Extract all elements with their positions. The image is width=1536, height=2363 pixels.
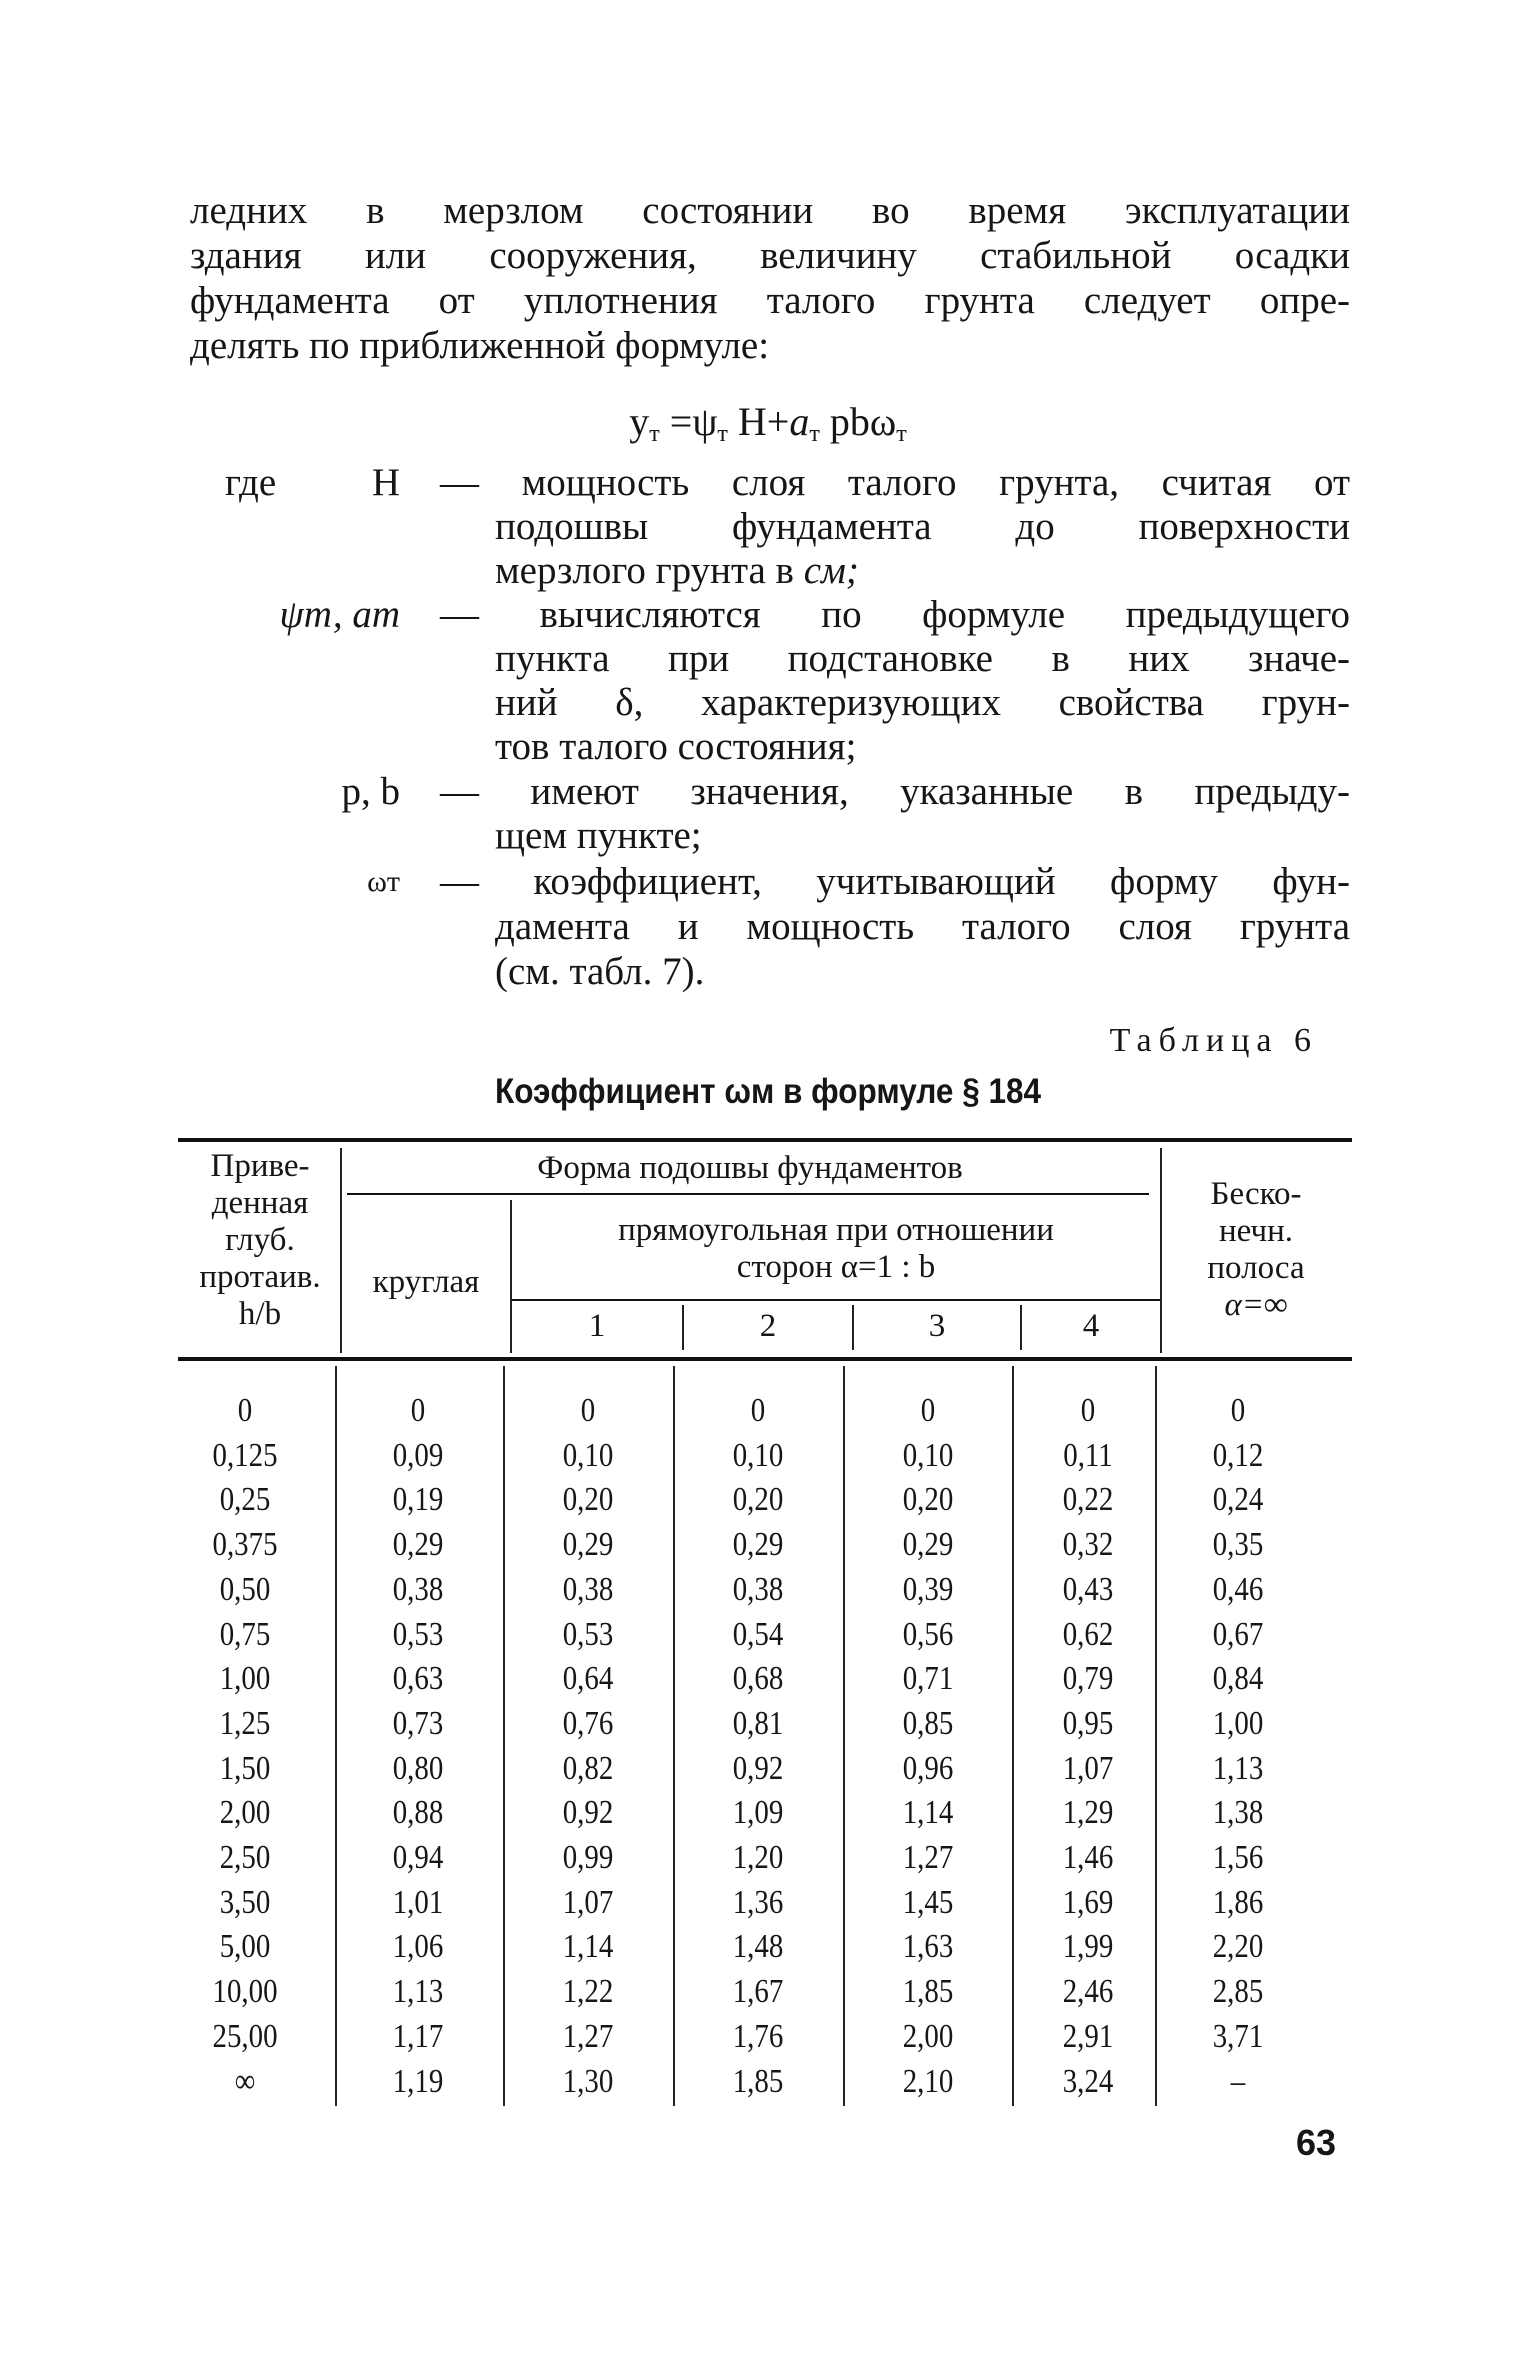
coefficient-cell: 0,19 bbox=[392, 1481, 444, 1519]
definition-term: ψт, aт bbox=[279, 593, 400, 636]
coefficient-cell: 0,92 bbox=[562, 1794, 614, 1832]
coefficient-cell: 0,62 bbox=[1062, 1615, 1114, 1653]
coefficient-cell: 1,86 bbox=[1212, 1883, 1264, 1921]
definition-line: щем пункте; bbox=[495, 814, 702, 857]
paragraph-line: фундамента от уплотнения талого грунта следует опре- bbox=[190, 279, 1350, 322]
formula-part: pbω bbox=[819, 399, 897, 444]
coefficient-cell: 0,20 bbox=[562, 1481, 614, 1519]
coefficient-cell: 0,53 bbox=[562, 1615, 614, 1653]
formula-part: a bbox=[789, 399, 810, 444]
coefficient-cell: 0 bbox=[1230, 1392, 1246, 1429]
paragraph-line: ледних в мерзлом состоянии во время эксплуатации bbox=[190, 189, 1350, 232]
coefficient-cell: 3,71 bbox=[1212, 2017, 1264, 2055]
formula-part: =ψ bbox=[659, 399, 718, 444]
coefficient-cell: 0,11 bbox=[1063, 1436, 1113, 1474]
coefficient-cell: 0,09 bbox=[392, 1436, 444, 1474]
coefficient-cell: 1,36 bbox=[732, 1883, 784, 1921]
formula-subscript: т bbox=[649, 421, 660, 447]
coefficient-cell: 1,17 bbox=[392, 2017, 444, 2055]
coefficient-cell: – bbox=[1230, 2062, 1246, 2100]
coefficient-cell: 1,13 bbox=[392, 1973, 444, 2011]
header-divider bbox=[510, 1299, 1160, 1301]
header-text: Беско- bbox=[1210, 1176, 1302, 1212]
coefficient-cell: 0 bbox=[750, 1392, 766, 1429]
coefficient-cell: 1,09 bbox=[732, 1794, 784, 1832]
coefficient-cell: 2,85 bbox=[1212, 1973, 1264, 2011]
depth-cell: 0,25 bbox=[219, 1481, 271, 1519]
coefficient-cell: 0,79 bbox=[1062, 1660, 1114, 1698]
coefficient-cell: 2,91 bbox=[1062, 2017, 1114, 2055]
header-shape-group: Форма подошвы фундаментов bbox=[537, 1150, 963, 1186]
coefficient-cell: 0,53 bbox=[392, 1615, 444, 1653]
header-text: α=∞ bbox=[1224, 1287, 1288, 1323]
depth-cell: 2,00 bbox=[219, 1794, 271, 1832]
settlement-formula bbox=[0, 398, 1536, 448]
header-ratio-3: 3 bbox=[928, 1308, 946, 1344]
coefficient-cell: 1,45 bbox=[902, 1883, 954, 1921]
coefficient-cell: 0,43 bbox=[1062, 1570, 1114, 1608]
coefficient-cell: 0,22 bbox=[1062, 1481, 1114, 1519]
coefficient-cell: 1,29 bbox=[1062, 1794, 1114, 1832]
definition-line: — коэффициент, учитывающий форму фун- bbox=[440, 860, 1350, 903]
coefficient-cell: 2,20 bbox=[1212, 1928, 1264, 1966]
formula-part: y bbox=[629, 399, 650, 444]
coefficient-cell: 0,92 bbox=[732, 1749, 784, 1787]
coefficient-cell: 1,69 bbox=[1062, 1883, 1114, 1921]
coefficient-cell: 0 bbox=[920, 1392, 936, 1429]
coefficient-cell: 2,46 bbox=[1062, 1973, 1114, 2011]
depth-cell: 1,00 bbox=[219, 1660, 271, 1698]
definition-line: — имеют значения, указанные в предыду- bbox=[440, 770, 1350, 813]
coefficient-cell: 2,10 bbox=[902, 2062, 954, 2100]
table-title: Коэффициент ωм в формуле § 184 bbox=[494, 1072, 1042, 1111]
header-rectangular bbox=[512, 1212, 1160, 1286]
coefficient-cell: 0 bbox=[410, 1392, 426, 1429]
coefficient-cell: 0,81 bbox=[732, 1704, 784, 1742]
header-strip bbox=[1162, 1176, 1350, 1324]
coefficient-cell: 0 bbox=[580, 1392, 596, 1429]
coefficient-cell: 0,68 bbox=[732, 1660, 784, 1698]
column-divider bbox=[673, 1366, 675, 2106]
coefficient-cell: 1,46 bbox=[1062, 1839, 1114, 1876]
coefficient-cell: 1,01 bbox=[392, 1883, 444, 1921]
definition-line: пункта при подстановке в них значе- bbox=[495, 637, 1350, 680]
header-depth bbox=[180, 1148, 340, 1333]
depth-cell: 1,25 bbox=[219, 1704, 271, 1742]
coefficient-cell: 0,35 bbox=[1212, 1526, 1264, 1564]
coefficient-cell: 1,67 bbox=[732, 1973, 784, 2011]
coefficient-cell: 0,88 bbox=[392, 1794, 444, 1832]
header-text: Приве- bbox=[210, 1148, 310, 1184]
coefficient-cell: 2,00 bbox=[902, 2017, 954, 2055]
header-ratio-2: 2 bbox=[759, 1308, 777, 1344]
definition-line: подошвы фундамента до поверхности bbox=[495, 505, 1350, 548]
depth-cell: 0,50 bbox=[219, 1570, 271, 1608]
coefficient-cell: 1,07 bbox=[1062, 1749, 1114, 1787]
coefficient-cell: 0,32 bbox=[1062, 1526, 1114, 1564]
coefficient-cell: 1,56 bbox=[1212, 1839, 1264, 1876]
coefficient-cell: 0,94 bbox=[392, 1839, 444, 1876]
coefficient-cell: 1,14 bbox=[562, 1928, 614, 1966]
definition-line bbox=[495, 549, 1350, 593]
paragraph-line: здания или сооружения, величину стабильной осадки bbox=[190, 234, 1350, 277]
coefficient-cell: 0 bbox=[1080, 1392, 1096, 1429]
depth-cell: 0 bbox=[237, 1392, 253, 1429]
definition-line: ний δ, характеризующих свойства грун- bbox=[495, 681, 1350, 724]
column-divider bbox=[335, 1366, 337, 2106]
header-text: сторон α=1 : b bbox=[736, 1249, 936, 1285]
coefficient-cell: 0,80 bbox=[392, 1749, 444, 1787]
coefficient-cell: 1,30 bbox=[562, 2062, 614, 2100]
coefficient-cell: 0,20 bbox=[902, 1481, 954, 1519]
coefficient-cell: 1,06 bbox=[392, 1928, 444, 1966]
header-text: глуб. bbox=[225, 1222, 295, 1258]
unit-text: см; bbox=[803, 549, 859, 592]
coefficient-cell: 0,10 bbox=[562, 1436, 614, 1474]
coefficient-cell: 1,07 bbox=[562, 1883, 614, 1921]
coefficient-cell: 1,76 bbox=[732, 2017, 784, 2055]
coefficient-cell: 0,64 bbox=[562, 1660, 614, 1698]
column-divider bbox=[503, 1366, 505, 2106]
depth-cell: 5,00 bbox=[219, 1928, 271, 1966]
coefficient-cell: 0,73 bbox=[392, 1704, 444, 1742]
depth-cell: 3,50 bbox=[219, 1883, 271, 1921]
header-ratio-1: 1 bbox=[588, 1308, 606, 1344]
coefficient-cell: 0,82 bbox=[562, 1749, 614, 1787]
coefficient-cell: 1,27 bbox=[562, 2017, 614, 2055]
definition-line: тов талого состояния; bbox=[495, 725, 857, 768]
header-text: денная bbox=[211, 1185, 309, 1221]
definition-line: (см. табл. 7). bbox=[495, 950, 705, 993]
header-divider bbox=[347, 1193, 1149, 1195]
coefficient-cell: 0,76 bbox=[562, 1704, 614, 1742]
depth-cell: 0,375 bbox=[212, 1526, 278, 1564]
definition-term: ωт bbox=[367, 865, 400, 898]
depth-cell: 10,00 bbox=[212, 1973, 278, 2011]
formula-subscript: т bbox=[809, 421, 820, 447]
table-header-rule bbox=[178, 1357, 1352, 1361]
coefficient-cell: 0,38 bbox=[392, 1570, 444, 1608]
coefficient-cell: 0,71 bbox=[902, 1660, 954, 1698]
depth-cell: 0,125 bbox=[212, 1436, 278, 1474]
coefficient-cell: 0,29 bbox=[902, 1526, 954, 1564]
formula-part: H+ bbox=[727, 399, 790, 444]
header-text: протаив. bbox=[199, 1259, 321, 1295]
coefficient-cell: 0,54 bbox=[732, 1615, 784, 1653]
coefficient-cell: 0,46 bbox=[1212, 1570, 1264, 1608]
depth-cell: ∞ bbox=[234, 2062, 256, 2100]
formula-subscript: т bbox=[896, 421, 907, 447]
coefficient-cell: 0,67 bbox=[1212, 1615, 1264, 1653]
coefficient-cell: 0,12 bbox=[1212, 1436, 1264, 1474]
coefficient-cell: 1,48 bbox=[732, 1928, 784, 1966]
coefficient-cell: 1,20 bbox=[732, 1839, 784, 1876]
page-number: 63 bbox=[1296, 2122, 1337, 2163]
coefficient-cell: 0,99 bbox=[562, 1839, 614, 1876]
definition-text: мерзлого грунта в bbox=[495, 549, 804, 592]
coefficient-cell: 1,99 bbox=[1062, 1928, 1114, 1966]
depth-cell: 2,50 bbox=[219, 1839, 271, 1876]
header-ratio-4: 4 bbox=[1082, 1308, 1100, 1344]
coefficient-cell: 1,85 bbox=[732, 2062, 784, 2100]
header-text: h/b bbox=[238, 1296, 282, 1332]
coefficient-cell: 0,10 bbox=[902, 1436, 954, 1474]
coefficient-cell: 3,24 bbox=[1062, 2062, 1114, 2100]
depth-cell: 0,75 bbox=[219, 1615, 271, 1653]
definition-term: H bbox=[371, 461, 400, 504]
coefficient-cell: 1,14 bbox=[902, 1794, 954, 1832]
coefficient-cell: 0,56 bbox=[902, 1615, 954, 1653]
column-divider bbox=[1155, 1366, 1157, 2106]
column-divider bbox=[340, 1148, 342, 1353]
coefficient-cell: 1,38 bbox=[1212, 1794, 1264, 1832]
where-label: где bbox=[225, 461, 277, 504]
coefficient-cell: 1,19 bbox=[392, 2062, 444, 2100]
coefficient-cell: 0,39 bbox=[902, 1570, 954, 1608]
column-divider bbox=[1012, 1366, 1014, 2106]
coefficient-cell: 0,84 bbox=[1212, 1660, 1264, 1698]
coefficient-cell: 1,63 bbox=[902, 1928, 954, 1966]
coefficient-cell: 0,24 bbox=[1212, 1481, 1264, 1519]
coefficient-cell: 1,85 bbox=[902, 1973, 954, 2011]
coefficient-cell: 0,38 bbox=[732, 1570, 784, 1608]
coefficient-cell: 1,13 bbox=[1212, 1749, 1264, 1787]
coefficient-cell: 0,96 bbox=[902, 1749, 954, 1787]
header-text: нечн. bbox=[1219, 1213, 1293, 1249]
coefficient-cell: 0,85 bbox=[902, 1704, 954, 1742]
paragraph-line: делять по приближенной формуле: bbox=[190, 324, 770, 367]
coefficient-cell: 1,27 bbox=[902, 1839, 954, 1876]
depth-cell: 1,50 bbox=[219, 1749, 271, 1787]
coefficient-cell: 1,22 bbox=[562, 1973, 614, 2011]
definition-line: — мощность слоя талого грунта, считая от bbox=[440, 461, 1350, 504]
column-divider bbox=[843, 1366, 845, 2106]
header-round: круглая bbox=[372, 1264, 480, 1300]
header-text: полоса bbox=[1207, 1250, 1305, 1286]
coefficient-cell: 1,00 bbox=[1212, 1704, 1264, 1742]
definition-line: дамента и мощность талого слоя грунта bbox=[495, 905, 1350, 948]
coefficient-cell: 0,38 bbox=[562, 1570, 614, 1608]
definition-term: p, b bbox=[341, 770, 400, 813]
coefficient-cell: 0,20 bbox=[732, 1481, 784, 1519]
depth-cell: 25,00 bbox=[212, 2017, 278, 2055]
coefficient-cell: 0,29 bbox=[392, 1526, 444, 1564]
coefficient-cell: 0,29 bbox=[732, 1526, 784, 1564]
coefficient-cell: 0,63 bbox=[392, 1660, 444, 1698]
definition-line: — вычисляются по формуле предыдущего bbox=[440, 593, 1350, 636]
coefficient-cell: 0,95 bbox=[1062, 1704, 1114, 1742]
formula-subscript: т bbox=[717, 421, 728, 447]
table-top-rule bbox=[178, 1138, 1352, 1142]
table-caption: Таблица 6 bbox=[1109, 1022, 1318, 1059]
coefficient-cell: 0,10 bbox=[732, 1436, 784, 1474]
coefficient-cell: 0,29 bbox=[562, 1526, 614, 1564]
header-text: прямоугольная при отношении bbox=[618, 1212, 1054, 1248]
